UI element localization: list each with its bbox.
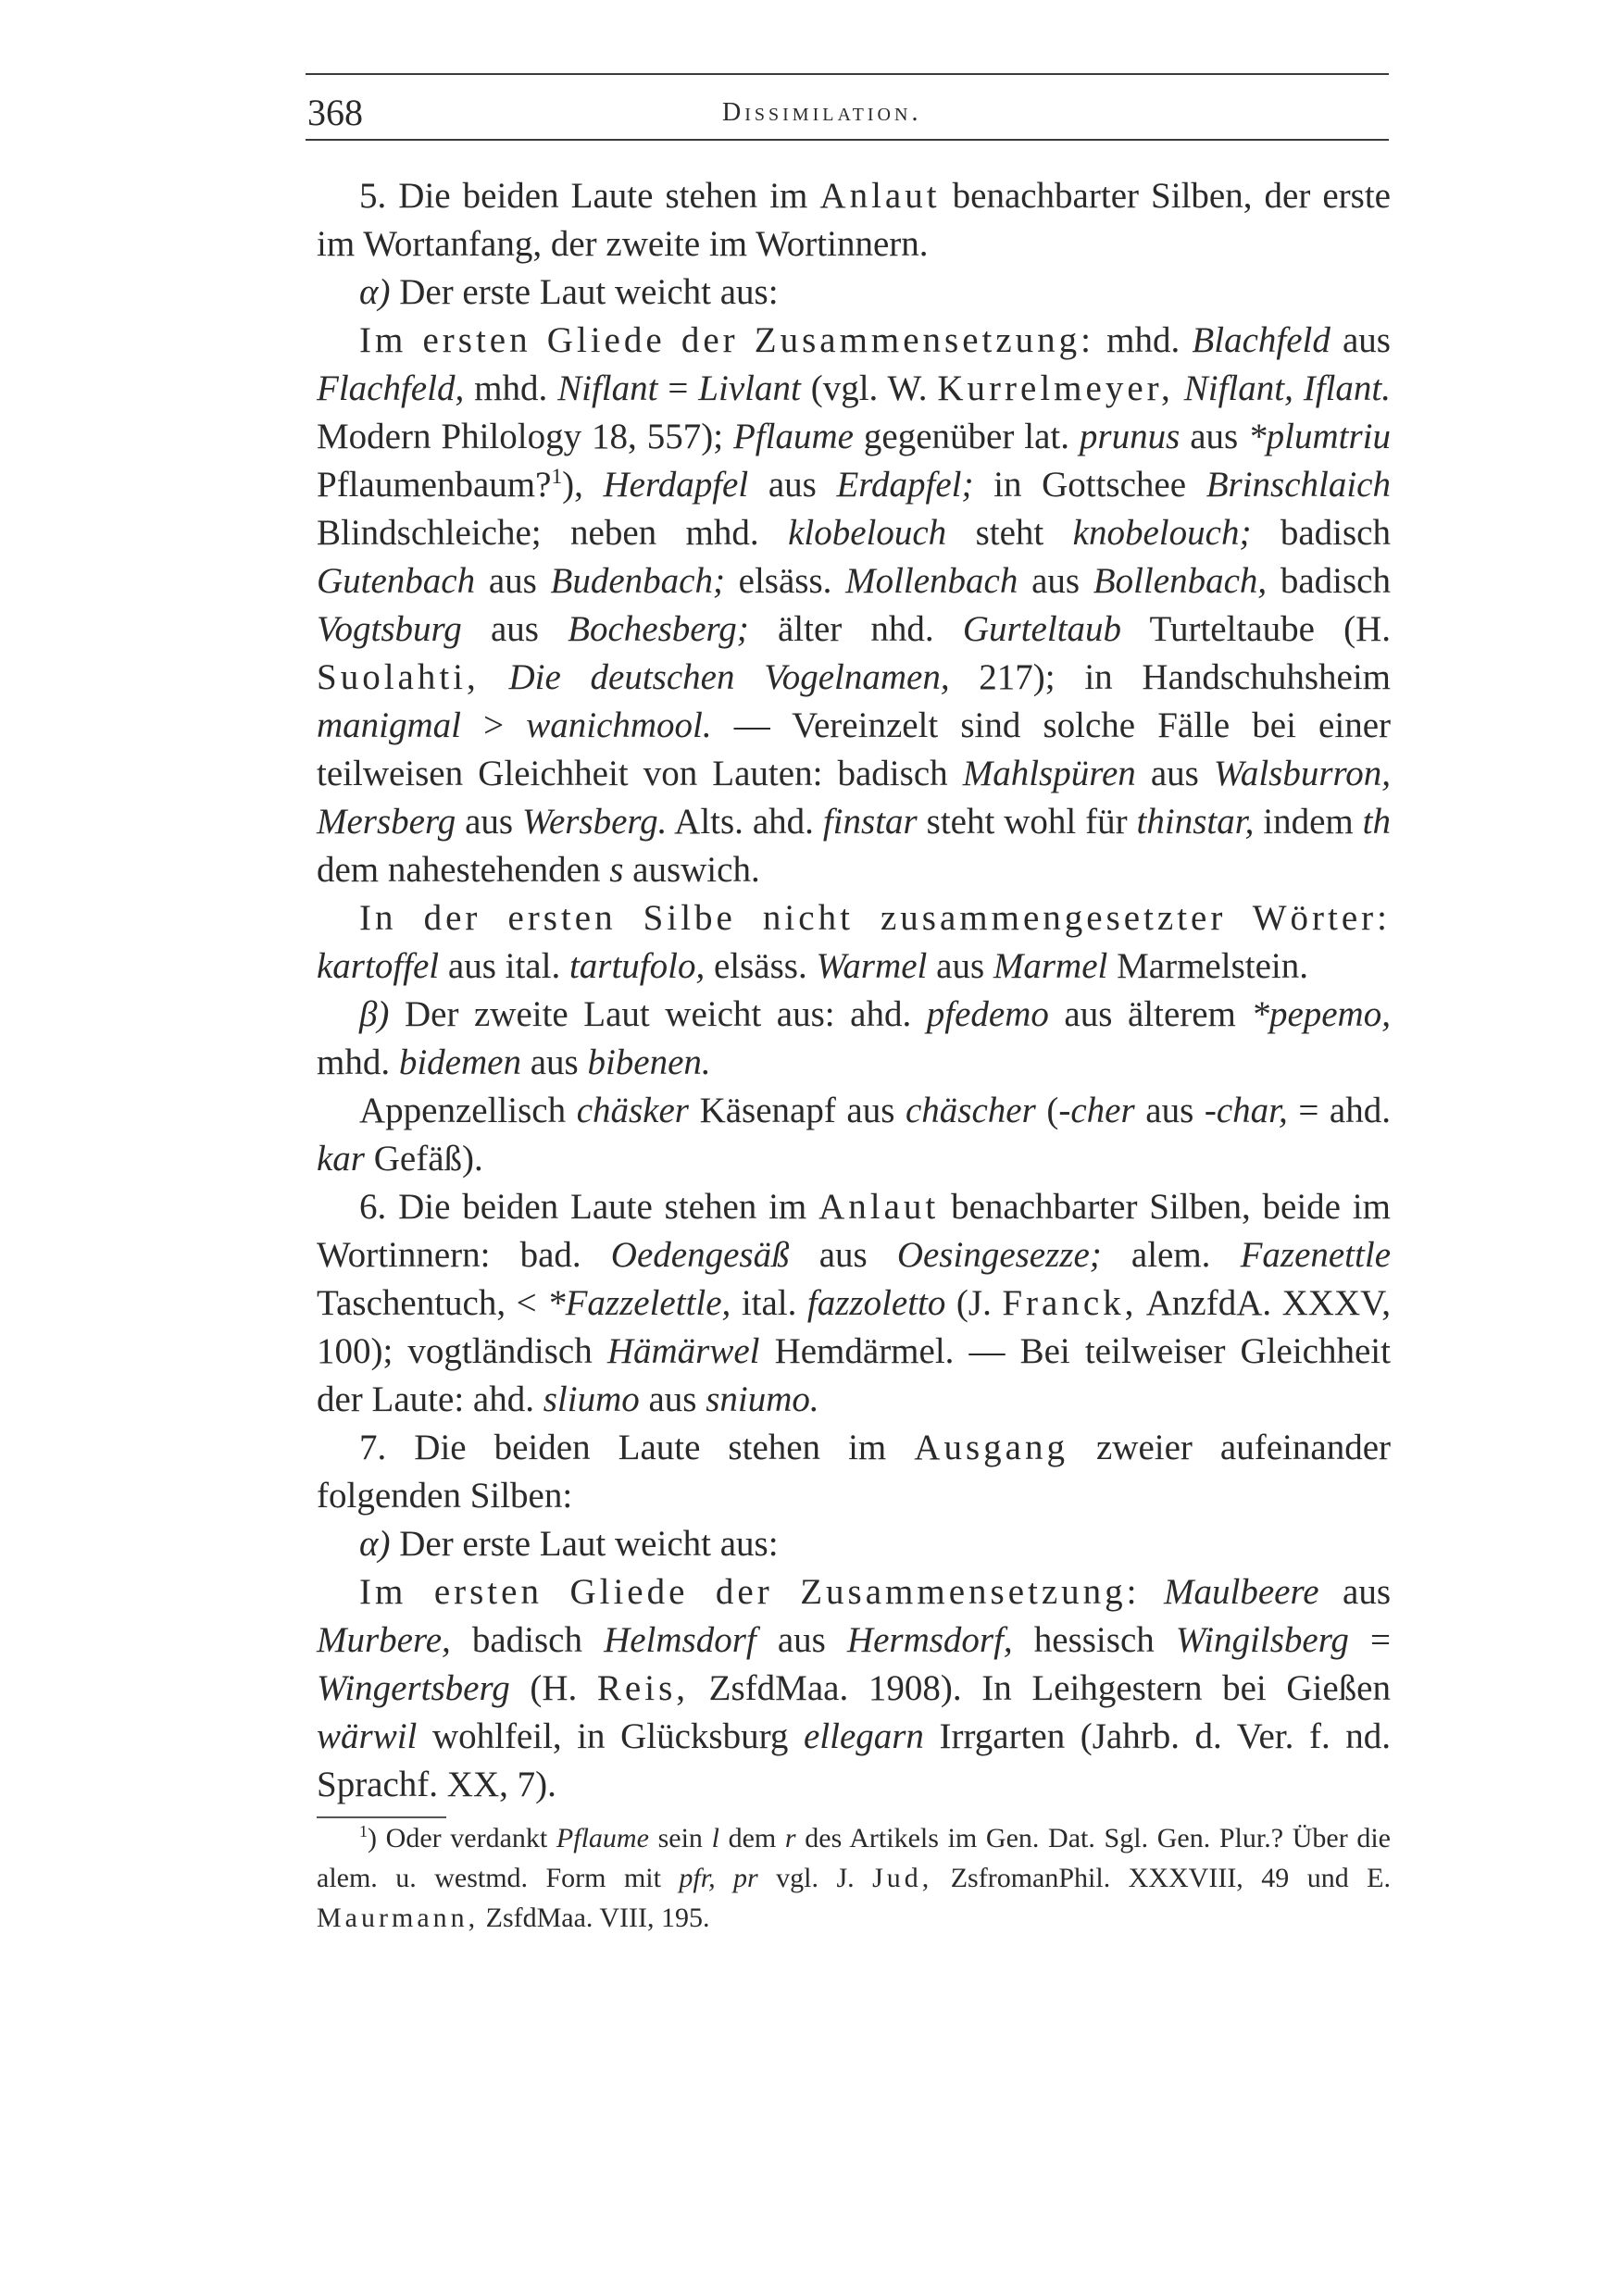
paragraph-5: 5. Die beiden Laute stehen im Anlaut benachbarter Silben, der erste im Wortanfang, der zweite im Wortinnern. <box>317 176 1391 264</box>
paragraph-5-appenzell: Appenzellisch chäsker Käsenapf aus chäscher (-cher aus -char, = ahd. kar Gefäß). <box>317 1091 1391 1179</box>
paragraph-5-alpha: α) Der erste Laut weicht aus: <box>359 272 779 312</box>
footnote <box>317 1818 1391 1938</box>
page-number: 368 <box>307 92 363 133</box>
footnote-ref[interactable]: 1 <box>551 465 563 489</box>
paragraph-5-first-syllable: In der ersten Silbe nicht zusammengesetzter Wörter: kartoffel aus ital. tartufolo, elsäss. Warmel aus Marmel Marmelstein. <box>317 898 1391 986</box>
running-head: Dissimilation. <box>722 98 922 127</box>
footnote-1: $^1$) Oder verdankt Pflaume sein l dem r des Artikels im Gen. Dat. Sgl. Gen. Plur.? Über die alem. u. westmd. Form mit pfr, pr vgl. J. Jud, ZsfromanPhil. XXXVIII, 49 und E. Maurmann, ZsfdMaa. VIII, 195. <box>317 1822 1391 1933</box>
body-text <box>317 172 1391 1809</box>
paragraph-5-compounds: Im ersten Gliede der Zusammensetzung: mhd. Blachfeld aus Flachfeld, mhd. Niflant = Livlant (vgl. W. Kurrelmeyer, Niflant, Iflant. Modern Philology 18, 557); Pflaume gegenüber lat. prunus aus *plumtriu Pflaumenbaum?$^1$), Herdapfel aus Erdapfel; in Gottschee Brinschlaich Blindschleiche; neben mhd. klobelouch steht knobelouch; badisch Gutenbach aus Budenbach; elsäss. Mollenbach aus Bollenbach, badisch Vogtsburg aus Bochesberg; älter nhd. Gurteltaub Turteltaube (H. Suolahti, Die deutschen Vogelnamen, 217); in Handschuhsheim manigmal > wanichmool. — Vereinzelt sind solche Fälle bei einer teilweisen Gleichheit von Lauten: badisch Mahlspüren aus Walsburron, Mersberg aus Wersberg. Alts. ahd. finstar steht wohl für thinstar, indem th dem nahestehenden s auswich. <box>317 320 1392 890</box>
paragraph-6: 6. Die beiden Laute stehen im Anlaut benachbarter Silben, beide im Wortinnern: bad. Oedengesäß aus Oesingesezze; alem. Fazenettle Taschentuch, < *Fazzelettle, ital. fazzoletto (J. Franck, AnzfdA. XXXV, 100); vogtländisch Hämärwel Hemdärmel. — Bei teilweiser Gleichheit der Laute: ahd. sliumo aus sniumo. <box>317 1187 1391 1419</box>
paragraph-7: 7. Die beiden Laute stehen im Ausgang zweier aufeinander folgenden Silben: <box>317 1428 1391 1516</box>
paragraph-7-alpha: α) Der erste Laut weicht aus: <box>359 1524 779 1564</box>
paragraph-5-beta: β) Der zweite Laut weicht aus: ahd. pfedemo aus älterem *pepemo, mhd. bidemen aus bibenen. <box>317 994 1391 1082</box>
header-rule-top <box>306 73 1389 75</box>
paragraph-7-compounds: Im ersten Gliede der Zusammensetzung: Maulbeere aus Murbere, badisch Helmsdorf aus Hermsdorf, hessisch Wingilsberg = Wingertsberg (H. Reis, ZsfdMaa. 1908). In Leihgestern bei Gießen wärwil wohlfeil, in Glücksburg ellegarn Irrgarten (Jahrb. d. Ver. f. nd. Sprachf. XX, 7). <box>317 1572 1392 1804</box>
header-rule-bottom <box>306 139 1389 141</box>
